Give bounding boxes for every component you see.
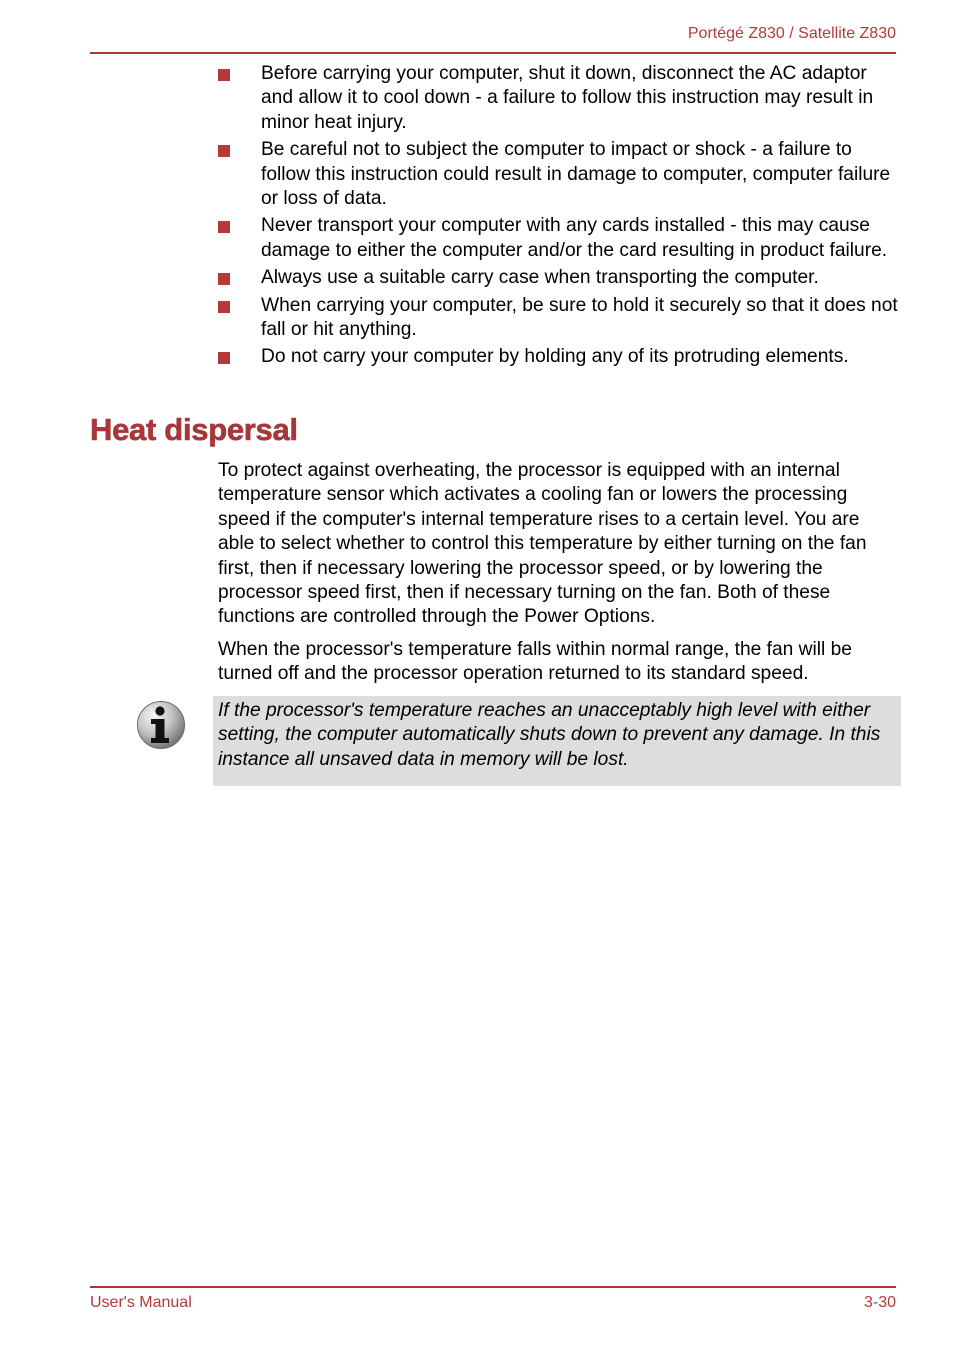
- bullet-square-icon: [218, 273, 230, 285]
- list-item: [218, 294, 900, 343]
- list-item-text: Always use a suitable carry case when transporting the computer.: [261, 267, 819, 289]
- list-item-text: Before carrying your computer, shut it down, disconnect the AC adaptor and allow it to cool down - a failure to follow this instruction may result in minor heat injury.: [261, 63, 874, 133]
- body-paragraph: When the processor's temperature falls within normal range, the fan will be turned off and the processor operation returned to its standard speed.: [218, 639, 852, 685]
- precautions-list: [218, 62, 900, 373]
- list-item: [218, 345, 900, 369]
- bullet-square-icon: [218, 145, 230, 157]
- list-item-text: Do not carry your computer by holding any of its protruding elements.: [261, 346, 849, 368]
- body-paragraph: To protect against overheating, the processor is equipped with an internal temperature sensor which activates a cooling fan or lowers the processing speed if the computer's internal temperature rises to a certain level. You are able to select whether to control this temperature by either turning on the fan first, then if necessary lowering the processor speed, or by lowering the processor speed first, then if necessary turning on the fan. Both of these functions are controlled through the Power Options.: [218, 460, 867, 628]
- list-item-text: Be careful not to subject the computer to impact or shock - a failure to follow this instruction could result in damage to computer, computer failure or loss of data.: [261, 139, 891, 210]
- header-rule: [90, 52, 896, 54]
- list-item-text: Never transport your computer with any cards installed - this may cause damage to either the computer and/or the card resulting in product failure.: [261, 215, 888, 261]
- info-icon: [136, 700, 186, 750]
- footer-rule: [90, 1286, 896, 1288]
- page-number: 3-30: [863, 1294, 896, 1311]
- running-header-title: Portégé Z830 / Satellite Z830: [687, 25, 896, 42]
- list-item: [218, 138, 900, 211]
- footer-manual-title: User's Manual: [90, 1294, 192, 1311]
- list-item: [218, 62, 900, 135]
- section-heading: Heat dispersal: [90, 412, 298, 447]
- list-item: [218, 266, 900, 290]
- bullet-square-icon: [218, 301, 230, 313]
- list-item: [218, 214, 900, 263]
- note-text: If the processor's temperature reaches an unacceptably high level with either setting, the computer automatically shuts down to prevent any damage. In this instance all unsaved data in memory will be lost.: [218, 700, 881, 770]
- list-item-text: When carrying your computer, be sure to hold it securely so that it does not fall or hit anything.: [261, 294, 898, 341]
- bullet-square-icon: [218, 221, 230, 233]
- bullet-square-icon: [218, 69, 230, 81]
- bullet-square-icon: [218, 352, 230, 364]
